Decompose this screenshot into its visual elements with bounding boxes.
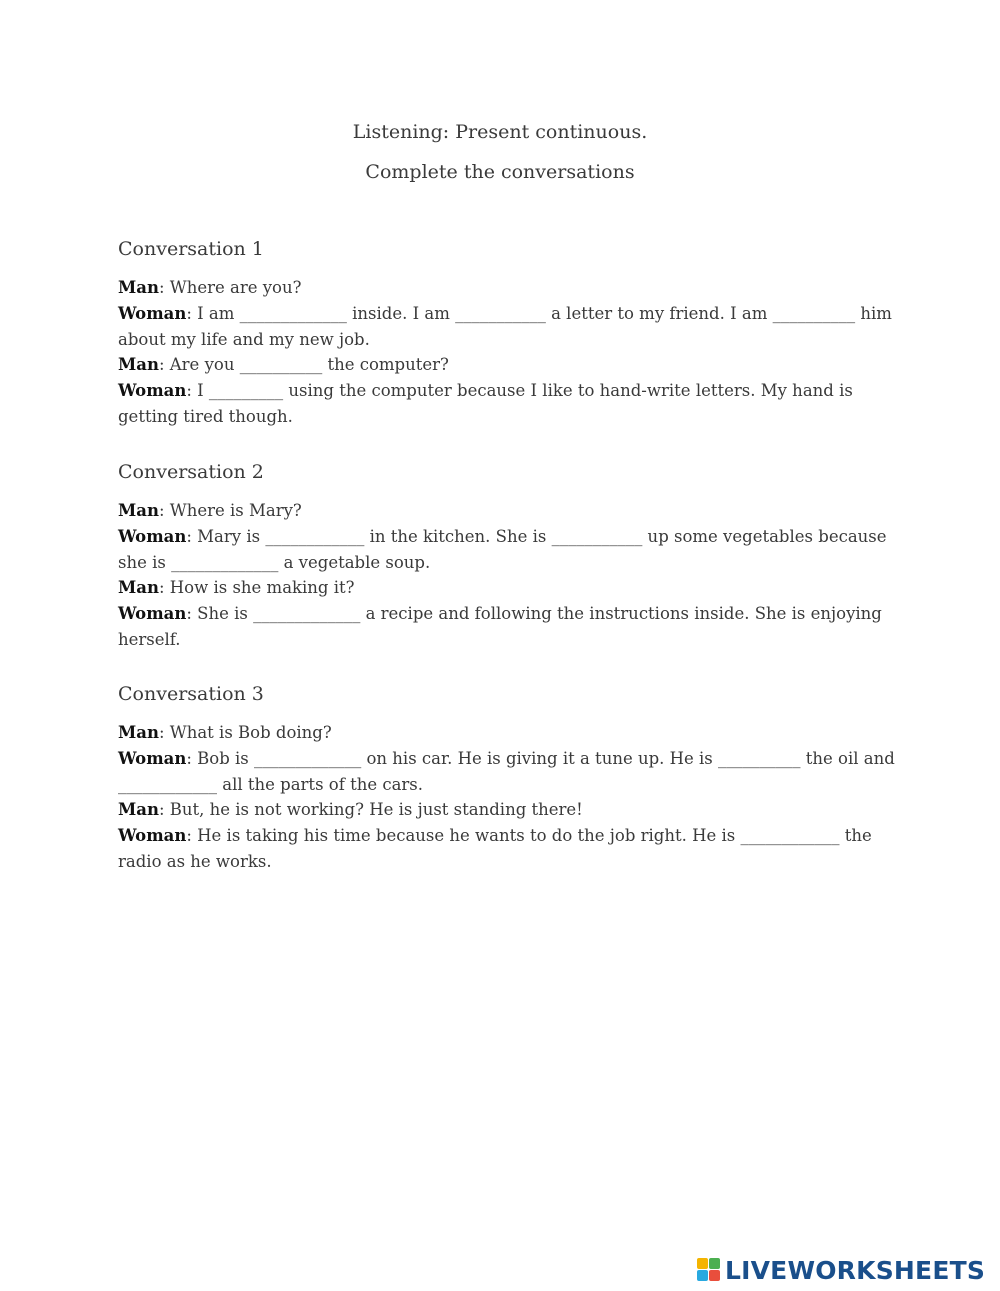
liveworksheets-logo <box>697 1256 985 1284</box>
dialogue-text: : Where are you? <box>158 278 302 297</box>
speaker-label: Woman <box>118 381 187 401</box>
dialogue-text: : She is _____________ a recipe and following the instructions inside. She is enjoying herself. <box>118 604 882 649</box>
conversation-lines <box>118 275 898 430</box>
logo-wordmark: LIVEWORKSHEETS <box>725 1255 986 1285</box>
dialogue-line <box>118 575 898 601</box>
dialogue-text: : Bob is _____________ on his car. He is giving it a tune up. He is __________ the oil and ____________ all the parts of the cars. <box>118 748 895 794</box>
page-subtitle: Complete the conversations <box>365 161 635 183</box>
dialogue-text: : I _________ using the computer because I like to hand-write letters. My hand is getting tired though. <box>118 381 853 426</box>
conversation-heading: Conversation 1 <box>118 238 264 260</box>
dialogue-line <box>118 352 898 378</box>
dialogue-line <box>118 823 898 875</box>
speaker-label: Woman <box>118 303 187 323</box>
dialogue-text: : I am _____________ inside. I am ___________ a letter to my friend. I am __________ him about my life and my new job. <box>118 303 892 349</box>
conversation-heading: Conversation 2 <box>118 461 264 483</box>
speaker-label: Woman <box>118 826 187 846</box>
conversation-1 <box>118 237 898 430</box>
dialogue-text: : Where is Mary? <box>158 501 302 520</box>
speaker-label: Man <box>118 355 159 375</box>
dialogue-text: : What is Bob doing? <box>158 723 332 742</box>
speaker-label: Woman <box>118 748 187 768</box>
dialogue-text: : But, he is not working? He is just standing there! <box>158 800 583 820</box>
dialogue-line <box>118 301 898 353</box>
speaker-label: Man <box>118 723 159 742</box>
logo-square-blue <box>697 1270 708 1281</box>
dialogue-text: : Mary is ____________ in the kitchen. She is ___________ up some vegetables because she is _____________ a vegetable soup. <box>118 526 887 572</box>
dialogue-line <box>118 275 898 301</box>
logo-square-red <box>709 1270 720 1281</box>
speaker-label: Man <box>118 578 159 598</box>
dialogue-text: : How is she making it? <box>158 578 355 598</box>
speaker-label: Woman <box>118 604 187 624</box>
logo-square-green <box>709 1258 720 1269</box>
dialogue-text: : Are you __________ the computer? <box>158 355 449 375</box>
conversation-3 <box>118 682 898 875</box>
speaker-label: Man <box>118 501 159 520</box>
speaker-label: Man <box>118 800 159 820</box>
dialogue-text: : He is taking his time because he wants to do the job right. He is ____________ the radio as he works. <box>118 826 872 871</box>
dialogue-line <box>118 797 898 823</box>
logo-square-yellow <box>697 1258 708 1269</box>
dialogue-line <box>118 524 898 576</box>
dialogue-line <box>118 746 898 798</box>
dialogue-line <box>118 498 898 524</box>
speaker-label: Woman <box>118 526 187 546</box>
dialogue-line <box>118 601 898 653</box>
liveworksheets-logo-icon <box>697 1258 721 1282</box>
conversation-2 <box>118 460 898 653</box>
conversation-lines <box>118 498 898 653</box>
page-title: Listening: Present continuous. <box>352 121 648 143</box>
dialogue-line <box>118 378 898 430</box>
speaker-label: Man <box>118 278 159 297</box>
dialogue-line <box>118 720 898 746</box>
conversation-heading: Conversation 3 <box>118 683 264 705</box>
conversation-lines <box>118 720 898 875</box>
